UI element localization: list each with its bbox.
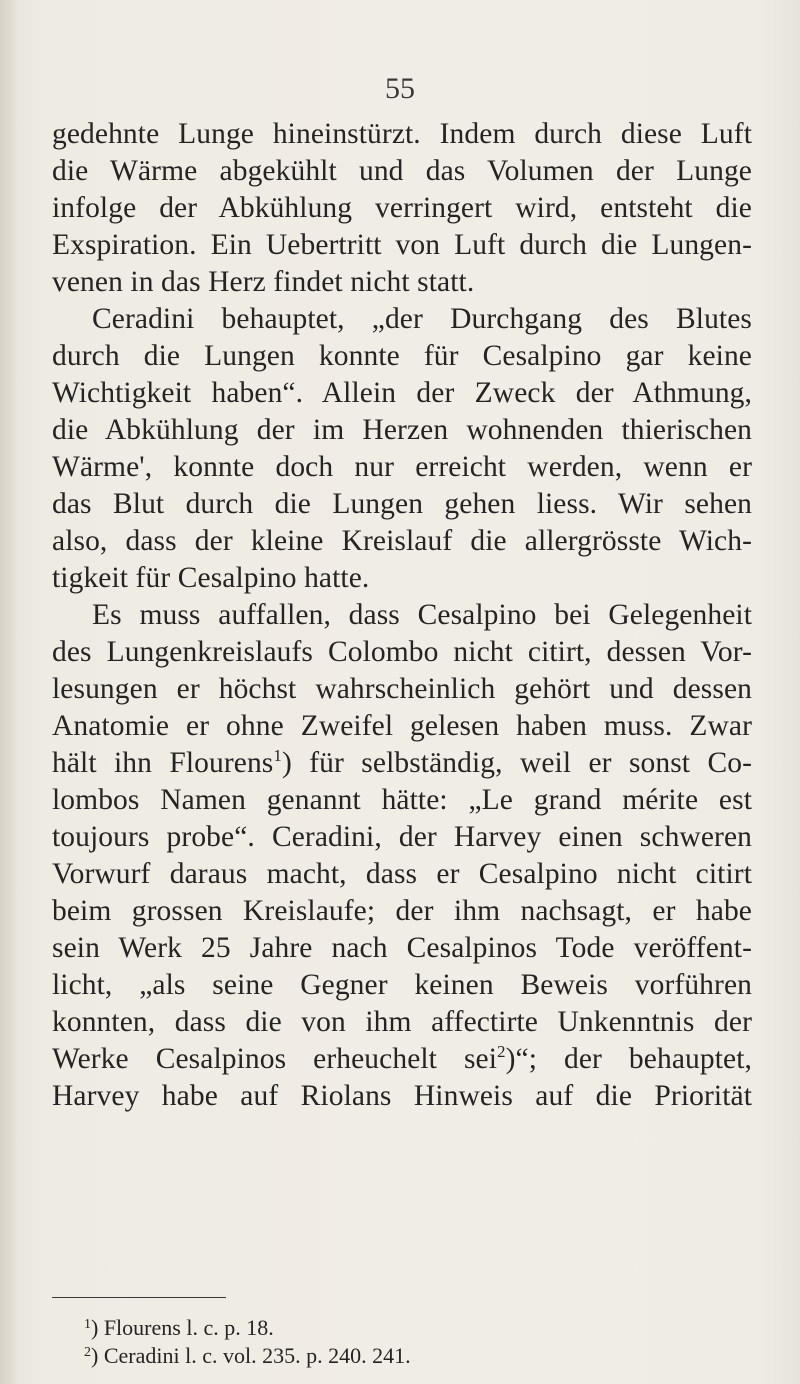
text-line: die Abkühlung der im Herzen wohnenden thierischen	[52, 414, 752, 446]
footnote-reference: 1	[273, 746, 282, 765]
footnote-divider	[52, 1297, 226, 1298]
footnote-mark: 1	[84, 1317, 91, 1332]
footnote-text: ) Flourens l. c. p. 18.	[91, 1315, 274, 1340]
text-line: Anatomie er ohne Zweifel gelesen haben muss. Zwar	[52, 710, 752, 742]
text-line: Harvey habe auf Riolans Hinweis auf die Priorität	[52, 1080, 752, 1112]
text-line: infolge der Abkühlung verringert wird, entsteht die	[52, 192, 752, 224]
text-line: Vorwurf daraus macht, dass er Cesalpino nicht citirt	[52, 858, 752, 890]
text-line: konnten, dass die von ihm affectirte Unkenntnis der	[52, 1006, 752, 1038]
text-line: lesungen er höchst wahrscheinlich gehört und dessen	[52, 673, 752, 705]
text-line: sein Werk 25 Jahre nach Cesalpinos Tode veröffent-	[52, 932, 752, 964]
text-line: toujours probe“. Ceradini, der Harvey einen schweren	[52, 821, 752, 853]
text-line: des Lungenkreislaufs Colombo nicht citirt, dessen Vor-	[52, 636, 752, 668]
text-line: venen in das Herz findet nicht statt.	[52, 266, 475, 298]
text-line: Exspiration. Ein Uebertritt von Luft durch die Lungen-	[52, 229, 752, 261]
footnote-mark: 2	[84, 1345, 91, 1360]
text-line: lombos Namen genannt hätte: „Le grand mérite est	[52, 784, 752, 816]
text-line	[52, 1041, 752, 1078]
text-line: beim grossen Kreislaufe; der ihm nachsagt, er habe	[52, 895, 752, 927]
text-line: gedehnte Lunge hineinstürzt. Indem durch diese Luft	[52, 118, 752, 150]
text-fragment: Werke Cesalpinos erheuchelt sei	[52, 1043, 498, 1075]
text-fragment: hält ihn Flourens	[52, 747, 274, 779]
body-text	[52, 116, 752, 1115]
text-fragment: )“; der behauptet,	[505, 1043, 752, 1075]
footnote	[84, 1314, 744, 1342]
text-line: licht, „als seine Gegner keinen Beweis vorführen	[52, 969, 752, 1001]
text-line: Wärme', konnte doch nur erreicht werden, wenn er	[52, 451, 752, 483]
page-number: 55	[385, 72, 415, 105]
text-line: die Wärme abgekühlt und das Volumen der Lunge	[52, 155, 752, 187]
text-line: Wichtigkeit haben“. Allein der Zweck der Athmung,	[52, 377, 752, 409]
text-line: Ceradini behauptet, „der Durchgang des Blutes	[92, 303, 752, 335]
text-line: durch die Lungen konnte für Cesalpino gar keine	[52, 340, 752, 372]
footnote	[84, 1342, 744, 1370]
text-line: das Blut durch die Lungen gehen liess. Wir sehen	[52, 488, 752, 520]
footnotes	[84, 1314, 744, 1370]
text-line: tigkeit für Cesalpino hatte.	[52, 562, 370, 594]
page-gutter-shadow	[0, 0, 18, 1384]
text-fragment: ) für selbständig, weil er sonst Co-	[281, 747, 752, 779]
text-line	[52, 745, 752, 782]
text-line: Es muss auffallen, dass Cesalpino bei Gelegenheit	[92, 599, 752, 631]
text-line: also, dass der kleine Kreislauf die allergrösste Wich-	[52, 525, 752, 557]
footnote-text: ) Ceradini l. c. vol. 235. p. 240. 241.	[91, 1343, 411, 1368]
footnote-reference: 2	[497, 1042, 506, 1061]
